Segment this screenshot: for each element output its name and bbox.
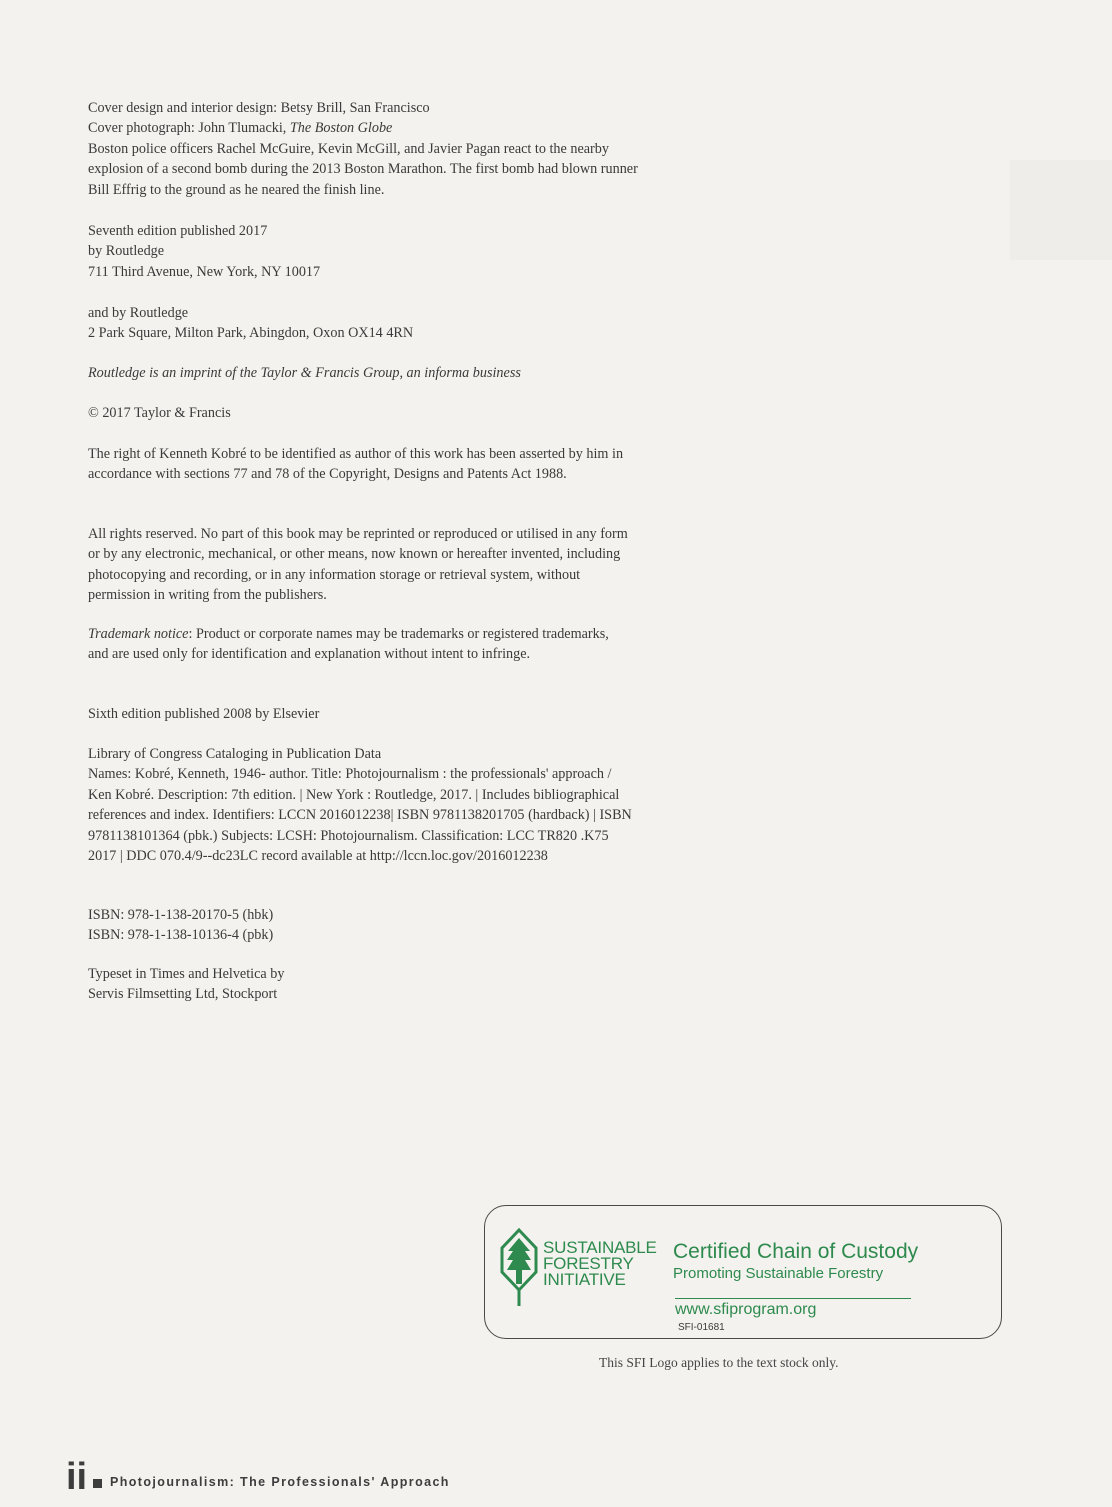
typeset-line-1: Typeset in Times and Helvetica by [88, 966, 285, 982]
typeset-line-2: Servis Filmsetting Ltd, Stockport [88, 986, 278, 1003]
cover-credits [88, 98, 648, 200]
sfi-cert-title: Certified Chain of Custody [673, 1240, 919, 1263]
square-bullet-icon [93, 1479, 102, 1488]
sfi-divider [675, 1298, 911, 1299]
cover-photo-source: The Boston Globe [289, 120, 393, 137]
imprint-note [88, 363, 648, 383]
sfi-certification-text [673, 1240, 918, 1284]
cover-photo-credit: Cover photograph: John Tlumacki, The Boston Globe [88, 120, 393, 137]
imprint-note-text: Routledge is an imprint of the Taylor & Francis Group, an informa business [88, 365, 521, 381]
trademark-label: Trademark notice [88, 626, 189, 642]
sfi-url: www.sfiprogram.org [675, 1301, 817, 1318]
publisher-name-uk: and by Routledge [88, 305, 189, 321]
rights-reserved-text: All rights reserved. No part of this book may be reprinted or reproduced or utilised in any form or by any electronic, mechanical, or other means, now known or hereafter invented, including photocopying and recording, or in any information storage or retrieval system, without permission in writing from the publishers. [88, 526, 628, 604]
rights-reserved-statement [88, 524, 638, 606]
publisher-uk [88, 303, 648, 344]
publisher-us-address: 711 Third Avenue, New York, NY 10017 [88, 263, 321, 280]
previous-edition-text: Sixth edition published 2008 by Elsevier [88, 706, 320, 722]
copyright-text: © 2017 Taylor & Francis [88, 405, 231, 421]
previous-edition [88, 704, 648, 724]
cover-design-credit: Cover design and interior design: Betsy Brill, San Francisco [88, 100, 430, 116]
cover-photo-caption: Boston police officers Rachel McGuire, Kevin McGill, and Javier Pagan react to the nearby explosion of a second bomb during the 2013 Boston Marathon. The first bomb had blown runner Bill Effrig to the ground as he neared the finish line. [88, 140, 638, 198]
copyright-notice [88, 403, 648, 423]
page-number: ii [66, 1456, 88, 1498]
sfi-organization-name: SUSTAINABLE FORESTRY INITIATIVE [543, 1238, 657, 1289]
cip-data [88, 744, 633, 866]
trademark-notice [88, 624, 628, 665]
show-through-artifact [1010, 160, 1112, 260]
isbn-hbk: ISBN: 978-1-138-20170-5 (hbk) [88, 907, 274, 923]
sfi-tree-logo-icon [498, 1228, 540, 1308]
cip-record: Names: Kobré, Kenneth, 1946- author. Title: Photojournalism : the professionals' approach / Ken Kobré. Description: 7th edition. | New York : Routledge, 2017. | Includes bibliographical references and index. Identifiers: LCCN 2016012238| ISBN 9781138201705 (hardback) | ISBN 9781138101364 (pbk.) Subjects: LCSH: Photojournalism. Classification: LCC TR820 .K75 2017 | DDC 070.4/9--dc23LC record available at http://lccn.loc.gov/2016012238 [88, 766, 632, 865]
publisher-us [88, 221, 648, 282]
trademark-text: Trademark notice: Product or corporate names may be trademarks or registered trademarks, and are used only for identification and explanation without intent to infringe. [88, 626, 609, 663]
sfi-cert-subtitle: Promoting Sustainable Forestry [673, 1265, 884, 1282]
isbn-block [88, 905, 648, 946]
cip-heading: Library of Congress Cataloging in Publication Data [88, 746, 382, 762]
running-title: Photojournalism: The Professionals' Approach [110, 1475, 450, 1489]
sfi-logo-note: This SFI Logo applies to the text stock only. [599, 1355, 839, 1370]
publisher-name: by Routledge [88, 243, 165, 260]
sfi-code: SFI-01681 [678, 1322, 725, 1333]
edition-line: Seventh edition published 2017 [88, 223, 268, 239]
moral-right-text: The right of Kenneth Kobré to be identified as author of this work has been asserted by him in accordance with sections 77 and 78 of the Copyright, Designs and Patents Act 1988. [88, 446, 624, 483]
publisher-uk-address: 2 Park Square, Milton Park, Abingdon, Oxon OX14 4RN [88, 325, 414, 342]
isbn-pbk: ISBN: 978-1-138-10136-4 (pbk) [88, 927, 274, 944]
sfi-certification-box [484, 1205, 1002, 1339]
typeset-credit [88, 964, 648, 1005]
moral-right-statement [88, 444, 638, 485]
